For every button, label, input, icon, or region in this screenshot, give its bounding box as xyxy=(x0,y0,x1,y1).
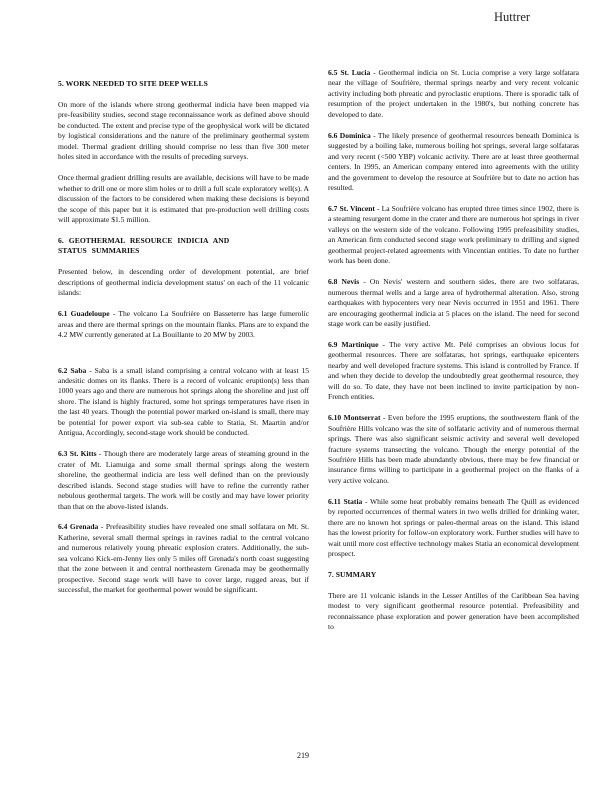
entry-text: - Even before the 1995 eruptions, the southwestern flank of the Soufrière Hills volcano was the site of solfataric activity and of numerous thermal springs. There was also significant seismic activity and several well developed fracture systems transecting the volcano. Though the energy potential of the Soufrière Hills has been made abundantly obvious, there may be few financial or insurance firms willing to participate in a geothermal project on the flanks of a very active volcano. xyxy=(328,413,579,485)
entry-title: 6.7 St. Vincent xyxy=(328,203,375,213)
entry-st-kitts xyxy=(58,449,309,512)
entry-title: 6.10 Montserrat xyxy=(328,413,381,423)
entry-text: - The likely presence of geothermal resources beneath Dominica is suggested by a boiling lake, numerous boiling hot springs, several large solfataras and very recent (<500 YBP) volcanic activity. There are at least three geothermal centers. In 1995, an American company entered into agreements with the utility and the government to develop the resource at Soufrière but to date no action has resulted. xyxy=(328,130,579,193)
entry-title: 6.9 Martinique xyxy=(328,339,379,349)
entry-title: 6.5 St. Lucia xyxy=(328,68,371,77)
section-5-paragraph-1: On more of the islands where strong geothermal indicia have been mapped via pre-feasibility studies, second stage reconnaissance work as defined above should be conducted. The extent and precise type of the geophysical work will be dictated by logistical considerations and the nature of the preliminary geothermal system model. Thermal gradient drilling should comprise no less than five 300 meter holes sited in accordance with the results of preceding surveys. xyxy=(58,99,309,162)
entry-title: 6.11 Statia xyxy=(328,496,363,506)
entry-st-vincent xyxy=(328,204,579,267)
entry-title: 6.8 Nevis xyxy=(328,277,360,287)
entry-text: - Prefeasibility studies have revealed one small solfatara on Mt. St. Katherine, several small thermal springs in ravines radial to the central volcano and numerous relatively young phreatic explosion craters. Additionally, the sub-sea volcano Kick-em-Jenny lies only 5 miles off Grenada's north coast suggesting that the zone between it and central northeastern Grenada may be geothermally prospective. Second stage work will have to cover large, rugged areas, but if successful, the market for geothermal power would be significant. xyxy=(58,522,309,595)
entry-title: 6.6 Dominica xyxy=(328,130,371,140)
section-6-intro: Presented below, in descending order of development potential, are brief descriptions of geothermal indicia development status' on each of the 11 volcanic islands: xyxy=(58,267,309,298)
page-number: 219 xyxy=(297,751,309,760)
entry-text: - While some heat probably remains beneath The Quill as evidenced by reported occurrences of thermal waters in two wells drilled for drinking water, there are no known hot springs or paleo-thermal areas on the island. This island has the lowest priority for follow-on exploratory work. Further studies will have to wait until more cost effective technology makes Statia an economical development prospect. xyxy=(328,496,579,559)
section-7-heading: 7. SUMMARY xyxy=(328,570,377,580)
entry-statia xyxy=(328,497,579,560)
section-5-heading: 5. WORK NEEDED TO SITE DEEP WELLS xyxy=(58,79,208,88)
entry-text: - The very active Mt. Pelé comprises an obvious locus for geothermal resources. There are solfataras, hot springs, earthquake epicenters nearby and well developed fracture systems. This island is controlled by France. If and when they decide to develop the undoubtedly great geothermal resource, they will do so. To date, they have not been inclined to invite participation by non-French entities. xyxy=(328,339,579,402)
entry-text: - La Soufrière volcano has erupted three times since 1902, there is a steaming resurgent dome in the crater and there are numerous hot springs in river valleys on the western side of the volcano. Following 1995 prefeasibility studies, an American firm conducted second stage work preliminary to drilling and signed geothermal project-related agreements with Vincentian entities. To date no further work has been done. xyxy=(328,203,579,266)
entry-dominica xyxy=(328,131,579,194)
entry-saba xyxy=(58,366,309,439)
left-column xyxy=(58,79,309,606)
running-head-author: Huttrer xyxy=(494,10,531,24)
entry-title: 6.3 St. Kitts xyxy=(58,449,97,459)
entry-montserrat xyxy=(328,413,579,486)
entry-text: - The volcano La Soufrière on Basseterre has large fumerolic areas and there are thermal springs on the mountain flanks. Plans are to expand the 4.2 MW currently generated at La Bouillante to 20 MW by 2003. xyxy=(58,309,309,340)
section-5-paragraph-2: Once thermal gradient drilling results are available, decisions will have to be made whether to drill one or more slim holes or to drill a full scale exploratory well(s). A discussion of the factors to be considered when making these decisions is beyond the scope of this paper but it is estimated that pre-production well drilling costs will approximate $1.5 million. xyxy=(58,173,309,224)
entry-title: 6.4 Grenada xyxy=(58,522,99,532)
entry-nevis xyxy=(328,277,579,329)
entry-st-lucia xyxy=(328,68,579,120)
section-6-heading-line-1: 6. GEOTHERMAL RESOURCE INDICIA AND xyxy=(58,235,230,245)
entry-guadeloupe xyxy=(58,309,309,340)
entry-title: 6.2 Saba xyxy=(58,365,87,375)
section-6-heading-line-2: STATUS SUMMARIES xyxy=(58,246,140,256)
entry-title: 6.1 Guadeloupe xyxy=(58,309,110,319)
entry-text: - On Nevis' western and southern sides, there are two solfataras, numerous thermal wells and a large area of hydrothermal alteration. Also, strong earthquakes with hypocenters very near Nevis occurred in 1951 and 1961. There are encouraging geothermal indicia at 5 places on the island. The need for second stage work can be easily justified. xyxy=(328,277,579,329)
section-7-paragraph: There are 11 volcanic islands in the Lesser Antilles of the Caribbean Sea having modest to very significant geothermal resource potential. Prefeasibility and reconnaissance phase exploration and power generation have been accomplished to xyxy=(328,591,579,632)
entry-text: - Though there are moderately large areas of steaming ground in the crater of Mt. Liamuiga and some small thermal springs along the western shoreline, the geothermal indicia are less well defined than on the previously described islands. Second stage studies will have to refine the currently rather nebulous geothermal targets. The work will be costly and may have lower priority than that on the above-listed islands. xyxy=(58,449,309,511)
entry-grenada xyxy=(58,522,309,595)
right-column xyxy=(328,68,579,643)
entry-martinique xyxy=(328,340,579,403)
section-6-heading xyxy=(58,236,309,257)
entry-text: - Saba is a small island comprising a central volcano with at least 15 andesitic domes on its flanks. There is a record of volcanic eruption(s) less than 1000 years ago and there are numerous hot springs along the shoreline and just off shore. The island is highly fractured, some hot springs temperatures have risen in the last 40 years. Though the potential power marked on-island is small, there may be potential for power export via sub-sea cable to Statia, St. Maartin and/or Antigua, Accordingly, second-stage work should be conducted. xyxy=(58,365,310,438)
entry-text: - Geothermal indicia on St. Lucia comprise a very large solfatara near the village of Soufrière, thermal springs nearby and very recent volcanic activity including both phreatic and pyroclastic eruptions. There is sporadic talk of resumption of the project undertaken in the 1980's, but nothing concrete has developed to date. xyxy=(328,68,579,119)
